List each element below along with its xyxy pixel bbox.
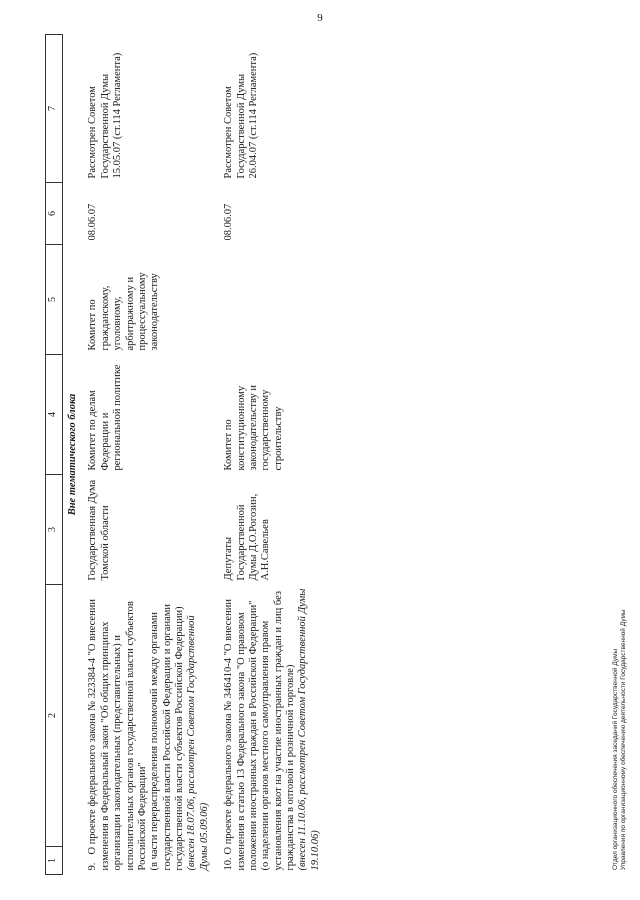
bill-cell (221, 585, 332, 875)
column-header-1: 1 (46, 847, 63, 875)
column-number-header (46, 35, 63, 875)
column-header-7: 7 (46, 35, 63, 183)
row-number: 10. (223, 857, 235, 871)
co-committee-cell: Комитет по гражданскому, уголовному, арбитражному и процессуальному законодательству (87, 272, 161, 351)
status-cell: Рассмотрен Советом Государственной Думы 15.05.07 (ст.114 Регламента) (87, 52, 124, 179)
date-cell: 08.06.07 (87, 203, 99, 241)
thematic-block-label: Вне тематического блока (67, 393, 78, 516)
footer-line: Управления по организационному обеспечению деятельности Государственной Думы (619, 609, 627, 870)
committee-cell: Комитет по делам Федерации и региональной политике (87, 364, 124, 471)
document-table (45, 34, 332, 875)
page-footer (612, 609, 628, 870)
table-row (85, 35, 221, 875)
column-header-5: 5 (46, 245, 63, 355)
co-committee-cell (221, 245, 332, 355)
footer-line: Отдел организационного обеспечения заседаний Государственной Думы (611, 648, 619, 870)
bill-note: (внесен 18.07.06, рассмотрен Советом Государственной Думы 05.09.06) (186, 615, 210, 871)
column-header-4: 4 (46, 355, 63, 475)
column-header-3: 3 (46, 475, 63, 585)
column-header-6: 6 (46, 183, 63, 245)
page-number: 9 (317, 12, 323, 24)
bill-title: О проекте федерального закона № 346410-4 "О внесении изменения в статью 13 Федерального закона "О правовом положении иностранных граждан в Российской Федерации" (223, 599, 259, 871)
column-header-2: 2 (46, 585, 63, 847)
thematic-block-row (63, 35, 86, 875)
bill-details: (о наделении органов местного самоуправления правом установления квот на участие иностранных граждан и лиц без гражданства в оптовой и розничной торговле) (260, 590, 296, 871)
status-cell: Рассмотрен Советом Государственной Думы 26.04.07 (ст.114 Регламента) (223, 52, 259, 179)
bill-title: О проекте федерального закона № 323384-4 "О внесении изменения в Федеральный закон "Об общих принципах организации законодательных (представительных) и исполнительных органов государственной власти субъектов Российской Федерации" (87, 599, 148, 871)
committee-cell: Комитет по конституционному законодательству и государственному строительству (223, 384, 284, 471)
bill-details: (в части перераспределения полномочий между органами государственной власти Российской Федерации и органами государственной власти субъектов Российской Федерации) (149, 603, 185, 871)
table-row (221, 35, 332, 875)
bill-note: (внесен 11.10.06, рассмотрен Советом Государственной Думы 19.10.06) (297, 588, 321, 871)
row-number: 9. (87, 862, 99, 871)
date-cell: 08.06.07 (223, 203, 235, 241)
initiator-cell: Государственная Дума Томской области (87, 479, 111, 581)
initiator-cell: Депутаты Государственной Думы Д.О.Рогозин, А.Н.Савельев (223, 493, 272, 581)
bill-cell (85, 585, 221, 875)
